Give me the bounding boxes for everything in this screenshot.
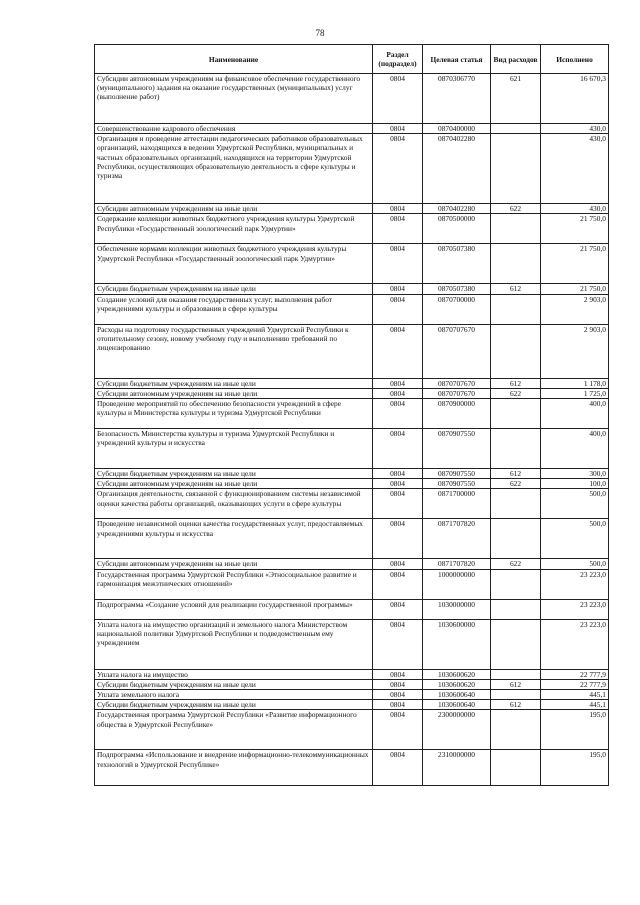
row-target: 1030000000 (423, 599, 491, 619)
table-row (95, 599, 609, 619)
row-kind (491, 569, 541, 599)
table-row (95, 324, 609, 378)
row-kind (491, 294, 541, 324)
table-row (95, 74, 609, 124)
row-kind (491, 429, 541, 469)
row-name: Государственная программа Удмуртской Республики «Этносоциальное развитие и гармонизация межэтнических отношений» (95, 569, 373, 599)
row-target: 0870907550 (423, 469, 491, 479)
row-kind (491, 619, 541, 669)
row-target: 1000000000 (423, 569, 491, 599)
table-row (95, 204, 609, 214)
table-row (95, 244, 609, 284)
table-row (95, 378, 609, 388)
row-name: Государственная программа Удмуртской Республики «Развитие информационного общества в Удмуртской Республике» (95, 710, 373, 750)
row-amount: 445,1 (541, 690, 609, 700)
row-name: Уплата земельного налога (95, 690, 373, 700)
row-kind: 622 (491, 388, 541, 398)
table-row (95, 399, 609, 429)
row-kind: 622 (491, 204, 541, 214)
row-kind (491, 599, 541, 619)
table-row (95, 690, 609, 700)
row-target: 0870707670 (423, 378, 491, 388)
table-row (95, 750, 609, 786)
row-name: Субсидии автономным учреждениям на иные цели (95, 479, 373, 489)
row-amount: 21 750,0 (541, 214, 609, 244)
row-target: 0871707820 (423, 519, 491, 559)
row-section: 0804 (373, 559, 423, 569)
row-section: 0804 (373, 519, 423, 559)
row-section: 0804 (373, 244, 423, 284)
row-kind (491, 710, 541, 750)
table-row (95, 489, 609, 519)
row-section: 0804 (373, 124, 423, 134)
row-target: 0870707670 (423, 324, 491, 378)
row-amount: 2 903,0 (541, 324, 609, 378)
row-name: Субсидии автономным учреждениям на иные цели (95, 388, 373, 398)
row-name: Субсидии автономным учреждениям на иные цели (95, 559, 373, 569)
row-section: 0804 (373, 214, 423, 244)
row-amount: 21 750,0 (541, 284, 609, 294)
row-name: Совершенствование кадрового обеспечения (95, 124, 373, 134)
row-name: Обеспечение кормами коллекции животных бюджетного учреждения культуры Удмуртской Республики «Государственный зоологический парк Удмуртии» (95, 244, 373, 284)
row-name: Уплата налога на имущество (95, 669, 373, 679)
row-kind: 622 (491, 479, 541, 489)
row-target: 1030600620 (423, 679, 491, 689)
row-target: 1030600000 (423, 619, 491, 669)
row-section: 0804 (373, 710, 423, 750)
row-section: 0804 (373, 619, 423, 669)
row-name: Подпрограмма «Создание условий для реализации государственной программы» (95, 599, 373, 619)
row-section: 0804 (373, 469, 423, 479)
row-section: 0804 (373, 489, 423, 519)
row-amount: 195,0 (541, 750, 609, 786)
row-target: 0870507380 (423, 244, 491, 284)
row-section: 0804 (373, 750, 423, 786)
row-kind (491, 324, 541, 378)
row-name: Подпрограмма «Использование и внедрение информационно-телекоммуникационных технологий в Удмуртской Республике» (95, 750, 373, 786)
row-name: Проведение мероприятий по обеспечению безопасности учреждений в сфере культуры и Министерства культуры и туризма Удмуртской Республики (95, 399, 373, 429)
row-section: 0804 (373, 399, 423, 429)
row-kind (491, 750, 541, 786)
table-row (95, 559, 609, 569)
row-kind (491, 519, 541, 559)
row-name: Субсидии бюджетным учреждениям на иные цели (95, 469, 373, 479)
row-kind (491, 134, 541, 204)
row-amount: 1 725,0 (541, 388, 609, 398)
row-name: Безопасность Министерства культуры и туризма Удмуртской Республики и учреждений культуры и искусства (95, 429, 373, 469)
row-amount: 100,0 (541, 479, 609, 489)
header-name: Наименование (95, 45, 373, 74)
row-section: 0804 (373, 679, 423, 689)
row-kind: 612 (491, 469, 541, 479)
row-target: 2300000000 (423, 710, 491, 750)
row-kind (491, 399, 541, 429)
row-name: Организация деятельности, связанной с функционированием системы независимой оценки качества работы организаций, оказывающих услуги в сфере культуры (95, 489, 373, 519)
row-name: Субсидии автономным учреждениям на финансовое обеспечение государственного (муниципального) задания на оказание государственных (муниципальных) услуг (выполнение работ) (95, 74, 373, 124)
row-name: Субсидии бюджетным учреждениям на иные цели (95, 679, 373, 689)
row-kind: 612 (491, 700, 541, 710)
row-amount: 23 223,0 (541, 569, 609, 599)
row-section: 0804 (373, 700, 423, 710)
row-section: 0804 (373, 284, 423, 294)
row-amount: 22 777,9 (541, 669, 609, 679)
row-kind (491, 214, 541, 244)
row-section: 0804 (373, 378, 423, 388)
row-section: 0804 (373, 74, 423, 124)
table-row (95, 519, 609, 559)
row-name: Расходы на подготовку государственных учреждений Удмуртской Республики к отопительному сезону, новому учебному году и выполнению требований по лицензированию (95, 324, 373, 378)
row-amount: 23 223,0 (541, 619, 609, 669)
row-amount: 16 670,3 (541, 74, 609, 124)
row-amount: 500,0 (541, 559, 609, 569)
row-kind (491, 669, 541, 679)
row-amount: 430,0 (541, 204, 609, 214)
row-name: Создание условий для оказания государственных услуг, выполнения работ учреждениями культуры и образования в сфере культуры (95, 294, 373, 324)
row-kind (491, 690, 541, 700)
row-amount: 500,0 (541, 489, 609, 519)
row-section: 0804 (373, 479, 423, 489)
row-kind: 612 (491, 378, 541, 388)
row-amount: 500,0 (541, 519, 609, 559)
row-section: 0804 (373, 599, 423, 619)
row-target: 0870907550 (423, 429, 491, 469)
row-target: 0870402280 (423, 204, 491, 214)
row-target: 0870707670 (423, 388, 491, 398)
row-target: 1030600640 (423, 700, 491, 710)
row-amount: 2 903,0 (541, 294, 609, 324)
row-target: 1030600620 (423, 669, 491, 679)
row-name: Субсидии бюджетным учреждениям на иные цели (95, 378, 373, 388)
row-amount: 23 223,0 (541, 599, 609, 619)
page-number: 78 (315, 28, 325, 38)
row-name: Субсидии бюджетным учреждениям на иные цели (95, 700, 373, 710)
table-row (95, 284, 609, 294)
row-section: 0804 (373, 204, 423, 214)
row-name: Субсидии бюджетным учреждениям на иные цели (95, 284, 373, 294)
budget-table (94, 44, 609, 786)
row-section: 0804 (373, 669, 423, 679)
table-row (95, 700, 609, 710)
table-header-row (95, 45, 609, 74)
row-target: 0870400000 (423, 124, 491, 134)
row-target: 0870507380 (423, 284, 491, 294)
row-target: 0870700000 (423, 294, 491, 324)
row-kind (491, 124, 541, 134)
row-target: 0870500000 (423, 214, 491, 244)
row-target: 0871707820 (423, 559, 491, 569)
row-target: 0870900000 (423, 399, 491, 429)
table-row (95, 124, 609, 134)
table-row (95, 619, 609, 669)
row-target: 0870306770 (423, 74, 491, 124)
row-amount: 400,0 (541, 399, 609, 429)
row-name: Проведение независимой оценки качества государственных услуг, предоставляемых учреждениями культуры и искусства (95, 519, 373, 559)
row-amount: 21 750,0 (541, 244, 609, 284)
table-row (95, 479, 609, 489)
row-amount: 195,0 (541, 710, 609, 750)
row-kind (491, 244, 541, 284)
table-row (95, 669, 609, 679)
row-section: 0804 (373, 388, 423, 398)
row-target: 0871700000 (423, 489, 491, 519)
row-amount: 400,0 (541, 429, 609, 469)
row-section: 0804 (373, 569, 423, 599)
row-target: 2310000000 (423, 750, 491, 786)
table-body (95, 74, 609, 786)
header-section: Раздел (подраздел) (373, 45, 423, 74)
table-row (95, 710, 609, 750)
row-kind: 612 (491, 679, 541, 689)
row-name: Уплата налога на имущество организаций и земельного налога Министерством национальной политики Удмуртской Республики и подведомственным ему учреждением (95, 619, 373, 669)
table-row (95, 679, 609, 689)
row-section: 0804 (373, 690, 423, 700)
row-amount: 300,0 (541, 469, 609, 479)
row-amount: 430,0 (541, 124, 609, 134)
row-target: 0870907550 (423, 479, 491, 489)
table-row (95, 569, 609, 599)
row-kind (491, 489, 541, 519)
row-name: Организация и проведение аттестации педагогических работников образовательных организаций, находящихся в ведении Удмуртской Республики, муниципальных и частных образовательных организаций, находящихся на территории Удмуртской Республики, осуществляющих образовательную деятельность в сфере культуры и туризма (95, 134, 373, 204)
header-kind: Вид расходов (491, 45, 541, 74)
table-row (95, 388, 609, 398)
row-name: Содержание коллекции животных бюджетного учреждения культуры Удмуртской Республики «Государственный зоологический парк Удмуртии» (95, 214, 373, 244)
table-row (95, 429, 609, 469)
row-section: 0804 (373, 134, 423, 204)
row-amount: 445,1 (541, 700, 609, 710)
row-kind: 621 (491, 74, 541, 124)
row-amount: 430,0 (541, 134, 609, 204)
header-target: Целевая статья (423, 45, 491, 74)
row-amount: 1 178,0 (541, 378, 609, 388)
header-amount: Исполнено (541, 45, 609, 74)
row-target: 1030600640 (423, 690, 491, 700)
table-row (95, 214, 609, 244)
row-section: 0804 (373, 294, 423, 324)
table-row (95, 294, 609, 324)
row-section: 0804 (373, 429, 423, 469)
row-kind: 612 (491, 284, 541, 294)
row-amount: 22 777,9 (541, 679, 609, 689)
row-kind: 622 (491, 559, 541, 569)
row-section: 0804 (373, 324, 423, 378)
row-target: 0870402280 (423, 134, 491, 204)
row-name: Субсидии автономным учреждениям на иные цели (95, 204, 373, 214)
table-row (95, 134, 609, 204)
table-row (95, 469, 609, 479)
